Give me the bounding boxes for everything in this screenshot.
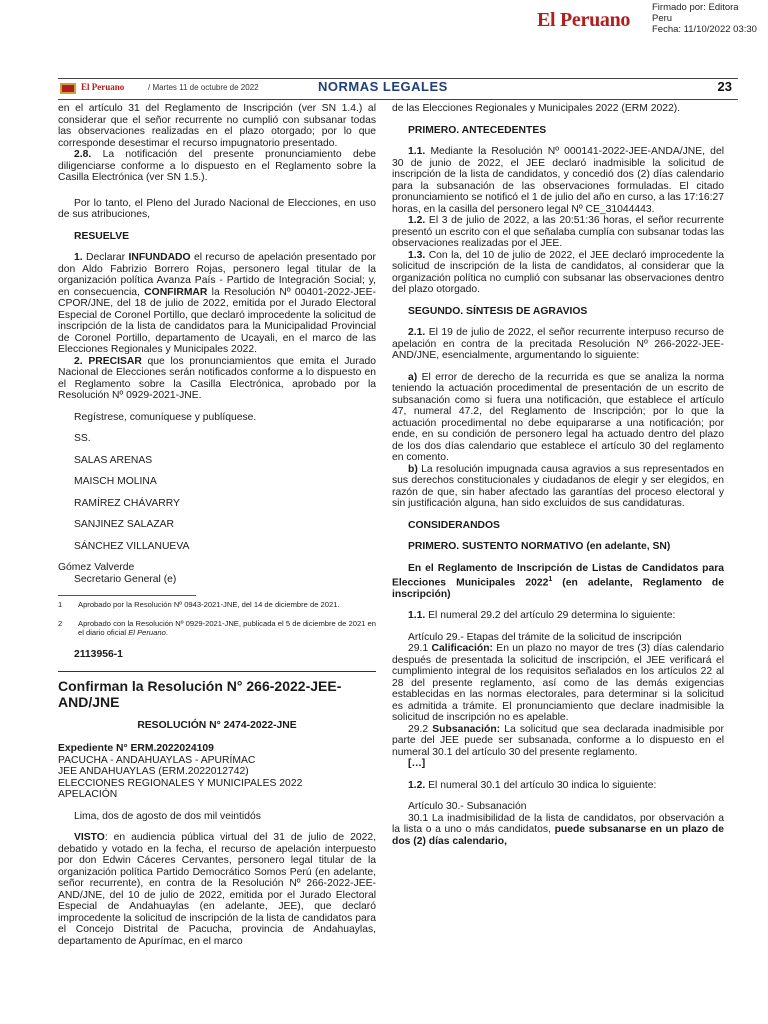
expediente-line: JEE ANDAHUAYLAS (ERM.2022012742): [58, 766, 249, 777]
page-number: 23: [717, 79, 732, 94]
paragraph: VISTO: en audiencia pública virtual del 31 de julio de 2022, debatido y votado en la fecha, el recurso de apelación interpuesto por don Edwin Cáceres Cervantes, personero legal titular de la organización política Partido Democrático Somos Perú (en adelante, señor recurrente), en contra de la Resolución Nº 266-2022-JEE-AND/JNE, del 10 de julio de 2022, emitida por el Jurado Electoral Especial de Andahuaylas (en adelante, JEE), que declaró improcedente la solicitud de inscripción de la lista de candidatos para el Concejo Distrital de Pacucha, provincia de Andahuaylas, departamento de Apurímac, en el marco: [58, 832, 376, 947]
paragraph: en el artículo 31 del Reglamento de Inscripción (ver SN 1.4.) al considerar que el señor recurrente no cumplió con subsanar todas las observaciones realizadas en el plazo otorgado; por lo que corresponde desestimar el recurso impugnatorio presentado.: [58, 103, 376, 149]
paragraph: b) La resolución impugnada causa agravios a sus representados en sus derechos constitucionales y ciudadanos de elegir y ser elegidos, en razón de que, sin haber afectado las garantías del proceso electoral y sin justificación alguna, han sido excluidos de sus candidaturas.: [392, 463, 724, 509]
expediente-line: ELECCIONES REGIONALES Y MUNICIPALES 2022: [58, 777, 303, 789]
paragraph: 2.8. La notificación del presente pronunciamiento debe diligenciarse conforme a lo dispuesto en el Reglamento sobre la Casilla Electrónica (ver SN 1.5.).: [58, 149, 376, 183]
footnote: 1 Aprobado por la Resolución Nº 0943-2021-JNE, del 14 de diciembre de 2021.: [58, 600, 340, 609]
paragraph: 1.2. El numeral 30.1 del artículo 30 indica lo siguiente:: [408, 779, 657, 791]
paragraph: 1.2. El 3 de julio de 2022, a las 20:51:36 horas, el señor recurrente presentó un escrito con el que señalaba cumplía con subsanar todas las observaciones realizadas por el JEE.: [392, 215, 724, 249]
paragraph: Regístrese, comuníquese y publíquese.: [74, 411, 257, 423]
paragraph: 1.1. Mediante la Resolución Nº 000141-2022-JEE-ANDA/JNE, del 30 de junio de 2022, el JEE declaró inadmisible la solicitud de inscripción de la lista de candidatos, y concedió dos (2) días calendario para la subsanación de las observaciones formuladas. El citado pronunciamiento se notificó el 1 de julio del año en curso, a las 17:16:27 horas, en la casilla del personero legal Nº CE_31044443.: [392, 146, 724, 215]
signatory-name: RAMÍREZ CHÁVARRY: [74, 497, 180, 509]
paragraph: 1. Declarar INFUNDADO el recurso de apelación presentado por don Aldo Fabrizio Borrero Rojas, personero legal titular de la organización política Avanza País - Partido de Integración Social; y, en consecuencia, CONFIRMAR la Resolución Nº 00401-2022-JEE-CPOR/JNE, del 18 de julio de 2022, emitida por el Jurado Electoral Especial de Coronel Portillo, que declaró improcedente la solicitud de inscripción de la lista de candidatos para la Municipalidad Provincial de Coronel Portillo, departamento de Ucayali, en el marco de las Elecciones Regionales y Municipales 2022.: [58, 252, 376, 355]
paragraph: 29.2 Subsanación: La solicitud que sea declarada inadmisible por parte del JEE puede ser subsanada, conforme a lo dispuesto en el numeral 30.1 del artículo 30 del presente reglamento.: [392, 723, 724, 758]
signature-line: Fecha: 11/10/2022 03:30: [652, 24, 757, 35]
header-date: / Martes 11 de octubre de 2022: [148, 83, 259, 92]
paragraph: 29.1 Calificación: En un plazo no mayor de tres (3) días calendario después de presentada la solicitud de inscripción, el JEE verificará el cumplimiento integral de los requisitos señalados en los artículos 22 al 28 del presente reglamento, así como de las demás exigencias establecidas en las normas electorales, para determinar si la solicitud es admitida a trámite. El pronunciamiento que declare inadmisible la solicitud de inscripción no es apelable.: [392, 643, 724, 724]
expediente-line: APELACIÓN: [58, 789, 118, 800]
paragraph: 2. PRECISAR que los pronunciamientos que emita el Jurado Nacional de Elecciones serán notificados conforme a lo dispuesto en el Reglamento sobre la Casilla Electrónica, aprobado por la Resolución Nº 0929-2021-JNE.: [58, 355, 377, 401]
expediente: Expediente N° ERM.2022024109: [58, 743, 214, 754]
section-heading: SEGUNDO. SÍNTESIS DE AGRAVIOS: [408, 305, 588, 317]
paragraph: de las Elecciones Regionales y Municipales 2022 (ERM 2022).: [392, 103, 681, 114]
divider: [58, 671, 376, 672]
signatory-name: Gómez Valverde: [58, 562, 135, 573]
paragraph: 1.1. El numeral 29.2 del artículo 29 determina lo siguiente:: [408, 610, 676, 622]
section-heading: PRIMERO. ANTECEDENTES: [408, 124, 547, 136]
footnote: 2 Aprobado con la Resolución Nº 0929-2021-JNE, publicada el 5 de diciembre de 2021 en el diario oficial El Peruano.: [58, 619, 376, 637]
document-code: 2113956-1: [74, 649, 123, 660]
expediente-line: PACUCHA - ANDAHUAYLAS - APURÍMAC: [58, 754, 256, 766]
place-date: Lima, dos de agosto de dos mil veintidós: [74, 810, 261, 822]
header-rule: [58, 99, 738, 100]
left-column: [58, 103, 376, 957]
signature-line: Peru: [652, 13, 673, 24]
paragraph: 30.1 La inadmisibilidad de la lista de candidatos, por observación a la lista o a uno o más candidatos, puede subsanarse en un plazo de dos (2) días calendario,: [392, 812, 724, 847]
paragraph: SS.: [74, 433, 91, 444]
section-heading: RESUELVE: [74, 230, 129, 242]
paragraph: 2.1. El 19 de julio de 2022, el señor recurrente interpuso recurso de apelación en contra de la precitada Resolución Nº 266-2022-JEE-AND/JNE, esencialmente, argumentando lo siguiente:: [392, 327, 724, 361]
brand-logo: El Peruano: [537, 9, 631, 31]
signatory-name: SANJINEZ SALAZAR: [74, 519, 175, 530]
digital-signature: [652, 2, 757, 35]
header-section: NORMAS LEGALES: [318, 79, 448, 94]
section-heading: CONSIDERANDOS: [408, 519, 500, 531]
signature-line: Firmado por: Editora: [652, 2, 739, 13]
paragraph: 1.3. Con la, del 10 de julio de 2022, el JEE declaró improcedente la solicitud de inscripción de la lista de candidatos, al considerar que la organización política no cumplió con subsanar las observaciones dentro del plazo otorgado.: [392, 249, 724, 295]
section-heading: En el Reglamento de Inscripción de Listas de Candidatos para Elecciones Municipales 2022$^1$ (en adelante, Reglamento de inscripción): [392, 562, 724, 600]
signatory-title: Secretario General (e): [74, 573, 177, 585]
paragraph: Por lo tanto, el Pleno del Jurado Nacional de Elecciones, en uso de sus atribuciones,: [58, 197, 376, 220]
signatory-name: MAISCH MOLINA: [74, 476, 157, 487]
resolution-number: RESOLUCIÓN N° 2474-2022-JNE: [137, 719, 297, 731]
signatory-name: SALAS ARENAS: [74, 454, 153, 466]
article-title: Artículo 29.- Etapas del trámite de la solicitud de inscripción: [408, 631, 682, 643]
ellipsis: […]: [408, 758, 426, 770]
section-heading: PRIMERO. SUSTENTO NORMATIVO (en adelante, SN): [408, 541, 671, 552]
paragraph: a) El error de derecho de la recurrida es que se analiza la norma teniendo la actuación procedimental de presentación de un escrito de subsanación como si fuera una notificación, que establece el artículo 47, numeral 47.2, del Reglamento de Inscripción; por lo que la actuación procedimental no debe equipararse a una notificación; por ende, en su condición de personero legal ha actuado dentro del plazo de los dos días calendario que establece el artículo 30 del reglamento en comento.: [392, 371, 724, 463]
signatory-name: SÁNCHEZ VILLANUEVA: [74, 540, 190, 552]
document-title: Confirman la Resolución N° 266-2022-JEE-AND/JNE: [58, 677, 342, 710]
page-header: [58, 78, 738, 100]
footnote-rule: [58, 595, 196, 596]
header-publication: El Peruano: [81, 82, 125, 92]
right-column: [392, 103, 724, 847]
article-title: Artículo 30.- Subsanación: [408, 801, 527, 813]
